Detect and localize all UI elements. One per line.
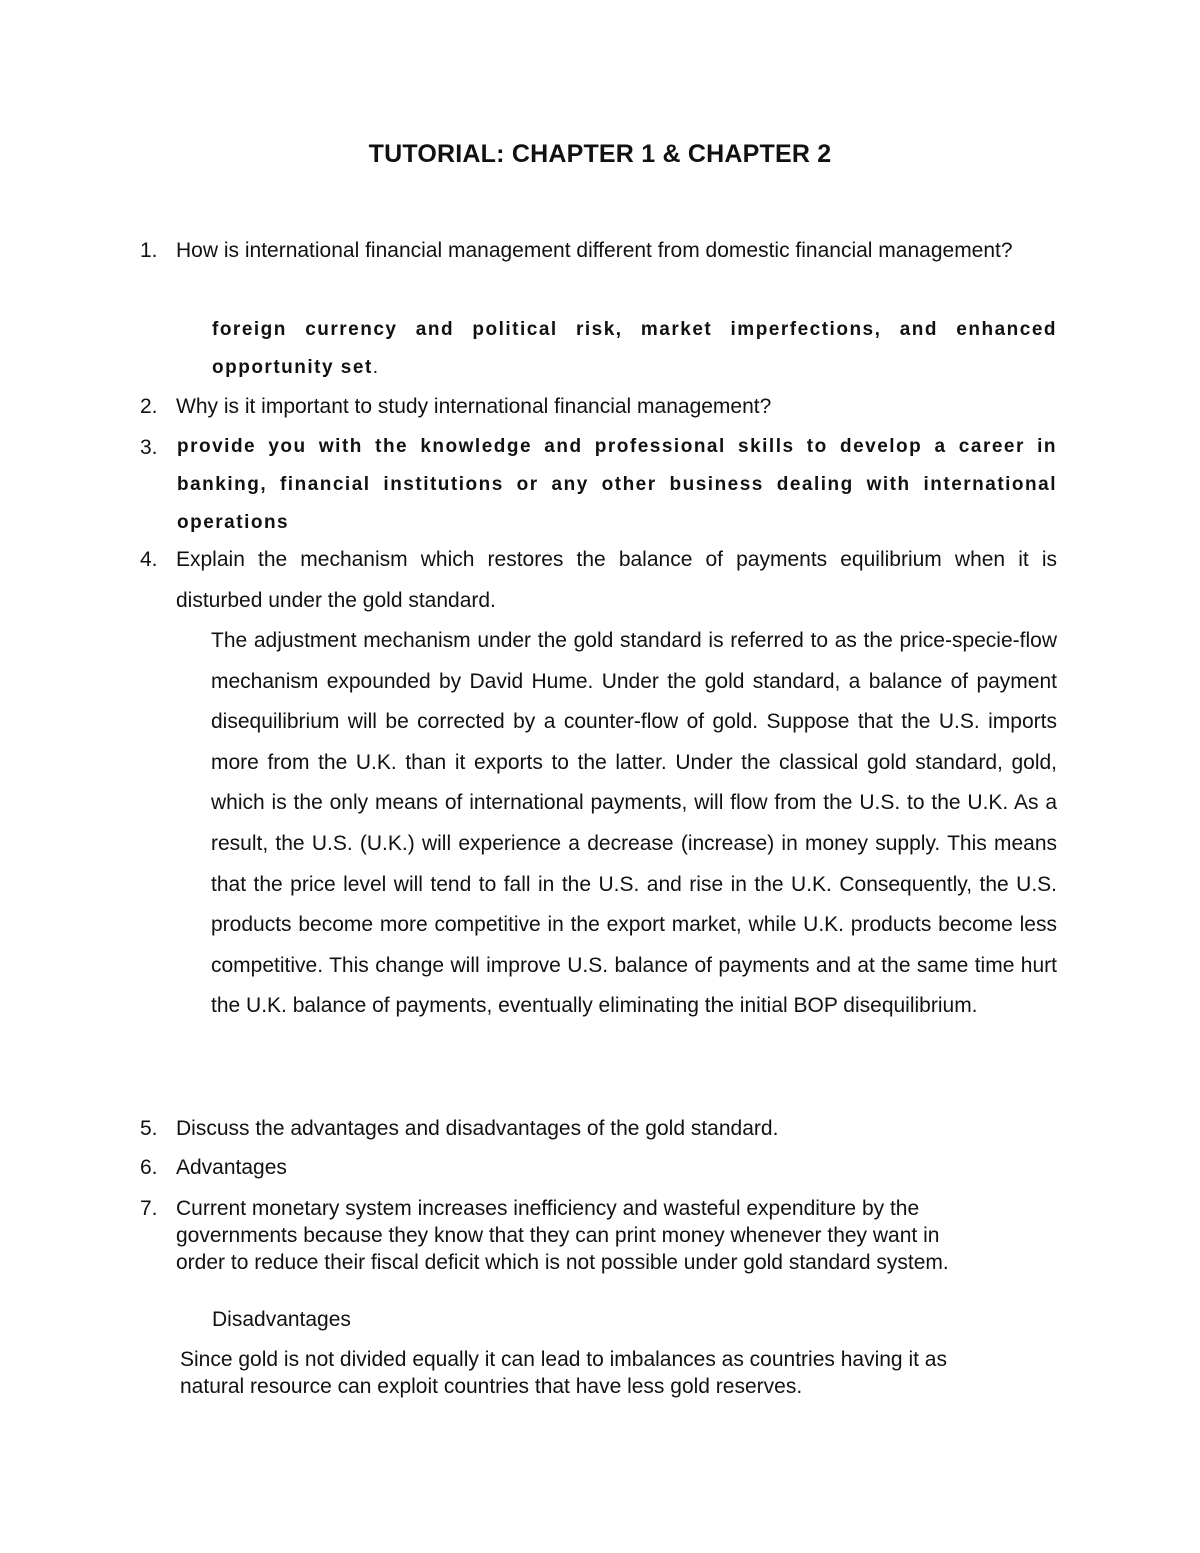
page-title: TUTORIAL: CHAPTER 1 & CHAPTER 2 [368,140,832,168]
answer-line: order to reduce their fiscal deficit which is not possible under gold standard system. [176,1251,949,1274]
item-number: 1. [140,239,158,262]
item-number: 6. [140,1156,158,1179]
item-number: 2. [140,395,158,418]
answer-line: Current monetary system increases inefficiency and wasteful expenditure by the [176,1197,920,1220]
disadvantages-heading: Disadvantages [212,1308,351,1331]
question-text: Advantages [176,1156,287,1179]
question-text: Discuss the advantages and disadvantages of the gold standard. [176,1117,779,1140]
question-text: Explain the mechanism which restores the balance of payments equilibrium when it is disturbed under the gold standard. [176,548,1057,612]
item-number: 7. [140,1197,158,1220]
answer-line: governments because they know that they can print money whenever they want in [176,1224,940,1247]
answer-text [212,311,1057,387]
disadvantages-line: Since gold is not divided equally it can lead to imbalances as countries having it as [180,1348,947,1371]
item-number: 4. [140,548,158,571]
question-text: Why is it important to study international financial management? [176,395,772,418]
item-number: 5. [140,1117,158,1140]
answer-paragraph: The adjustment mechanism under the gold standard is referred to as the price-specie-flow mechanism expounded by David Hume. Under the gold standard, a balance of payment disequilibrium will be corrected by a counter-flow of gold. Suppose that the U.S. imports more from the U.K. than it exports to the latter. Under the classical gold standard, gold, which is the only means of international payments, will flow from the U.S. to the U.K. As a result, the U.S. (U.K.) will experience a decrease (increase) in money supply. This means that the price level will tend to fall in the U.S. and rise in the U.K. Consequently, the U.S. products become more competitive in the export market, while U.K. products become less competitive. This change will improve U.S. balance of payments and at the same time hurt the U.K. balance of payments, eventually eliminating the initial BOP disequilibrium. [211,629,1057,1018]
answer-text: provide you with the knowledge and professional skills to develop a career in banking, financial institutions or any other business dealing with international operations [177,436,1057,533]
question-text: How is international financial management different from domestic financial management? [176,239,1013,262]
item-number: 3. [140,436,158,459]
answer-text-end: . [372,357,379,378]
disadvantages-line: natural resource can exploit countries that have less gold reserves. [180,1375,803,1398]
answer-text-body: foreign currency and political risk, market imperfections, and enhanced opportunity set [212,319,1057,378]
